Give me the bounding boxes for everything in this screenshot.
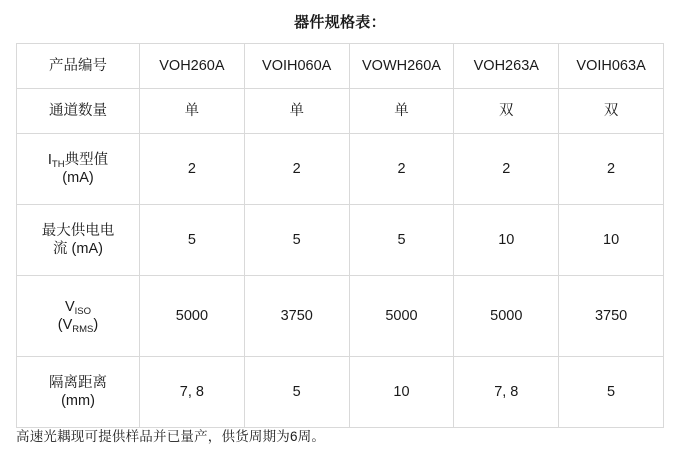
viso-symbol: V [64, 298, 75, 315]
row-header-isolation-line1: 隔离距离 [49, 374, 107, 391]
table-cell: 双 [559, 89, 664, 134]
table-row [17, 134, 664, 205]
vrms-subscript: RMS [72, 324, 94, 335]
table-cell: 10 [349, 357, 454, 428]
table-cell: 5 [244, 357, 349, 428]
row-header-isolation-distance [17, 357, 140, 428]
table-cell: 单 [349, 89, 454, 134]
table-cell: 2 [349, 134, 454, 205]
table-cell: 2 [140, 134, 245, 205]
footnote-text: 高速光耦现可提供样品并已量产，供货周期为6周。 [16, 429, 326, 444]
ith-symbol: I [47, 151, 52, 168]
table-cell: 5000 [140, 276, 245, 357]
table-cell: 5 [559, 357, 664, 428]
table-cell: 5000 [349, 276, 454, 357]
table-cell: 单 [140, 89, 245, 134]
spec-table [16, 43, 664, 428]
table-row [17, 89, 664, 134]
table-header-cell: VOWH260A [349, 44, 454, 89]
table-cell: 10 [454, 205, 559, 276]
row-header-ith [17, 134, 140, 205]
row-header-max-supply-current [17, 205, 140, 276]
table-cell: 5000 [454, 276, 559, 357]
table-row [17, 205, 664, 276]
table-header-cell: VOIH063A [559, 44, 664, 89]
row-header-channels: 通道数量 [17, 89, 140, 134]
table-header-row [17, 44, 664, 89]
table-header-cell: VOIH060A [244, 44, 349, 89]
table-row [17, 276, 664, 357]
page-title: 器件规格表： [294, 14, 386, 31]
table-cell: 5 [349, 205, 454, 276]
table-cell: 3750 [244, 276, 349, 357]
viso-subscript: ISO [74, 305, 92, 317]
table-cell: 5 [140, 205, 245, 276]
table-cell: 5 [244, 205, 349, 276]
table-header-cell: VOH260A [140, 44, 245, 89]
row-header-viso-line1 [19, 298, 137, 316]
ith-subscript: TH [51, 158, 65, 170]
table-cell: 7, 8 [454, 357, 559, 428]
vrms-prefix: (V [57, 317, 73, 333]
table-cell: 双 [454, 89, 559, 134]
row-header-supply-line1: 最大供电电 [41, 222, 115, 239]
table-cell: 2 [454, 134, 559, 205]
table-cell: 7, 8 [140, 357, 245, 428]
row-header-ith-line1 [19, 151, 137, 169]
table-cell: 2 [559, 134, 664, 205]
table-cell: 10 [559, 205, 664, 276]
vrms-suffix: ) [93, 317, 99, 333]
row-header-supply-line2: 流 (mA) [53, 241, 103, 257]
ith-text: 典型值 [64, 151, 109, 168]
table-header-cell: VOH263A [454, 44, 559, 89]
table-cell: 3750 [559, 276, 664, 357]
row-header-ith-line2: (mA) [62, 170, 94, 186]
table-cell: 单 [244, 89, 349, 134]
row-header-isolation-line2: (mm) [61, 393, 95, 409]
row-header-viso-line2 [19, 316, 137, 334]
table-row [17, 357, 664, 428]
table-header-cell: 产品编号 [17, 44, 140, 89]
table-cell: 2 [244, 134, 349, 205]
row-header-viso [17, 276, 140, 357]
